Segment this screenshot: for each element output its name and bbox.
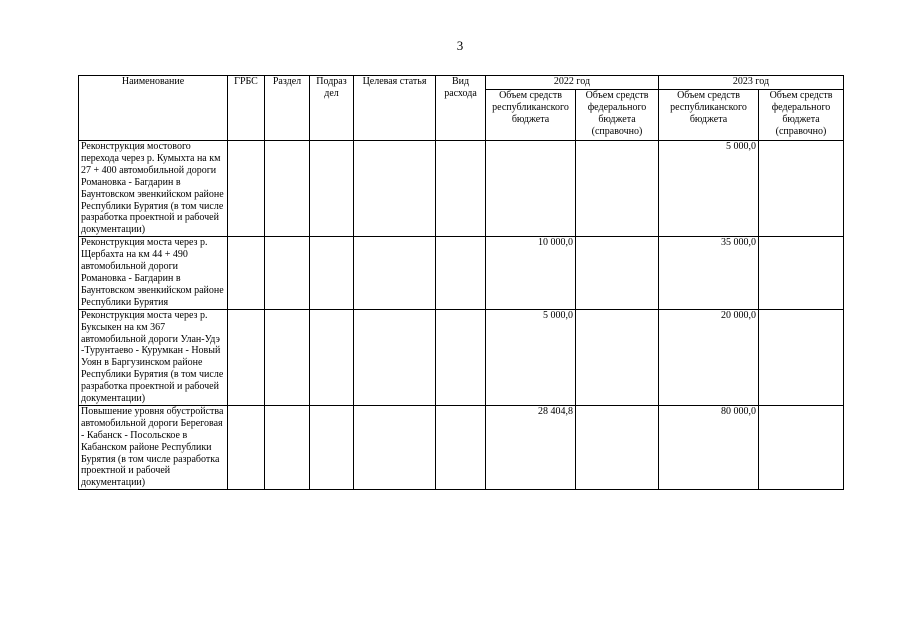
header-section: Раздел — [265, 76, 310, 141]
row-grbs — [228, 141, 265, 237]
header-2022-republic: Объем средств республиканского бюджета — [486, 90, 576, 141]
header-2022-federal: Объем средств федерального бюджета (справочно) — [576, 90, 659, 141]
header-year-2022: 2022 год — [486, 76, 659, 90]
row-grbs — [228, 405, 265, 489]
header-year-2023: 2023 год — [659, 76, 844, 90]
row-2023-federal — [759, 405, 844, 489]
row-2023-federal — [759, 309, 844, 405]
row-2023-federal — [759, 141, 844, 237]
row-target-article — [354, 309, 436, 405]
row-2022-federal — [576, 237, 659, 309]
row-section — [265, 405, 310, 489]
row-2023-federal — [759, 237, 844, 309]
row-2023-republic: 20 000,0 — [659, 309, 759, 405]
header-name: Наименование — [79, 76, 228, 141]
row-name: Реконструкция моста через р. Буксыкен на км 367 автомобильной дороги Улан-Удэ -Турунтаево - Курумкан - Новый Уоян в Баргузинском районе Республики Бурятия (в том числе разработка проектной и рабочей документации) — [79, 309, 228, 405]
row-target-article — [354, 405, 436, 489]
header-row-top — [79, 76, 844, 90]
row-2022-republic: 10 000,0 — [486, 237, 576, 309]
row-subsection — [310, 309, 354, 405]
row-2022-federal — [576, 405, 659, 489]
table-row — [79, 237, 844, 309]
row-subsection — [310, 405, 354, 489]
row-expense-type — [436, 405, 486, 489]
header-expense-type: Вид расхода — [436, 76, 486, 141]
row-2023-republic: 80 000,0 — [659, 405, 759, 489]
table-row — [79, 141, 844, 237]
table-row — [79, 405, 844, 489]
row-section — [265, 309, 310, 405]
row-target-article — [354, 141, 436, 237]
row-2023-republic: 35 000,0 — [659, 237, 759, 309]
row-section — [265, 141, 310, 237]
row-2022-republic: 28 404,8 — [486, 405, 576, 489]
row-2022-republic: 5 000,0 — [486, 309, 576, 405]
row-grbs — [228, 309, 265, 405]
row-grbs — [228, 237, 265, 309]
row-subsection — [310, 237, 354, 309]
row-name: Повышение уровня обустройства автомобильной дороги Береговая - Кабанск - Посольское в Кабанском районе Республики Бурятия (в том числе разработка проектной и рабочей документации) — [79, 405, 228, 489]
row-2023-republic: 5 000,0 — [659, 141, 759, 237]
header-2023-republic: Объем средств республиканского бюджета — [659, 90, 759, 141]
row-expense-type — [436, 309, 486, 405]
table-row — [79, 309, 844, 405]
row-subsection — [310, 141, 354, 237]
row-2022-federal — [576, 141, 659, 237]
row-2022-federal — [576, 309, 659, 405]
header-target-article: Целевая статья — [354, 76, 436, 141]
row-target-article — [354, 237, 436, 309]
row-name: Реконструкция мостового перехода через р. Кумыхта на км 27 + 400 автомобильной дороги Романовка - Багдарин в Баунтовском эвенкийском районе Республики Бурятия (в том числе разработка проектной и рабочей документации) — [79, 141, 228, 237]
row-2022-republic — [486, 141, 576, 237]
row-name: Реконструкция моста через р. Щербахта на км 44 + 490 автомобильной дороги Романовка - Багдарин в Баунтовском эвенкийском районе Республики Бурятия — [79, 237, 228, 309]
row-expense-type — [436, 237, 486, 309]
row-section — [265, 237, 310, 309]
header-subsection: Подраз дел — [310, 76, 354, 141]
header-2023-federal: Объем средств федерального бюджета (справочно) — [759, 90, 844, 141]
row-expense-type — [436, 141, 486, 237]
budget-table — [78, 75, 844, 490]
page-number: 3 — [456, 38, 464, 53]
header-grbs: ГРБС — [228, 76, 265, 141]
